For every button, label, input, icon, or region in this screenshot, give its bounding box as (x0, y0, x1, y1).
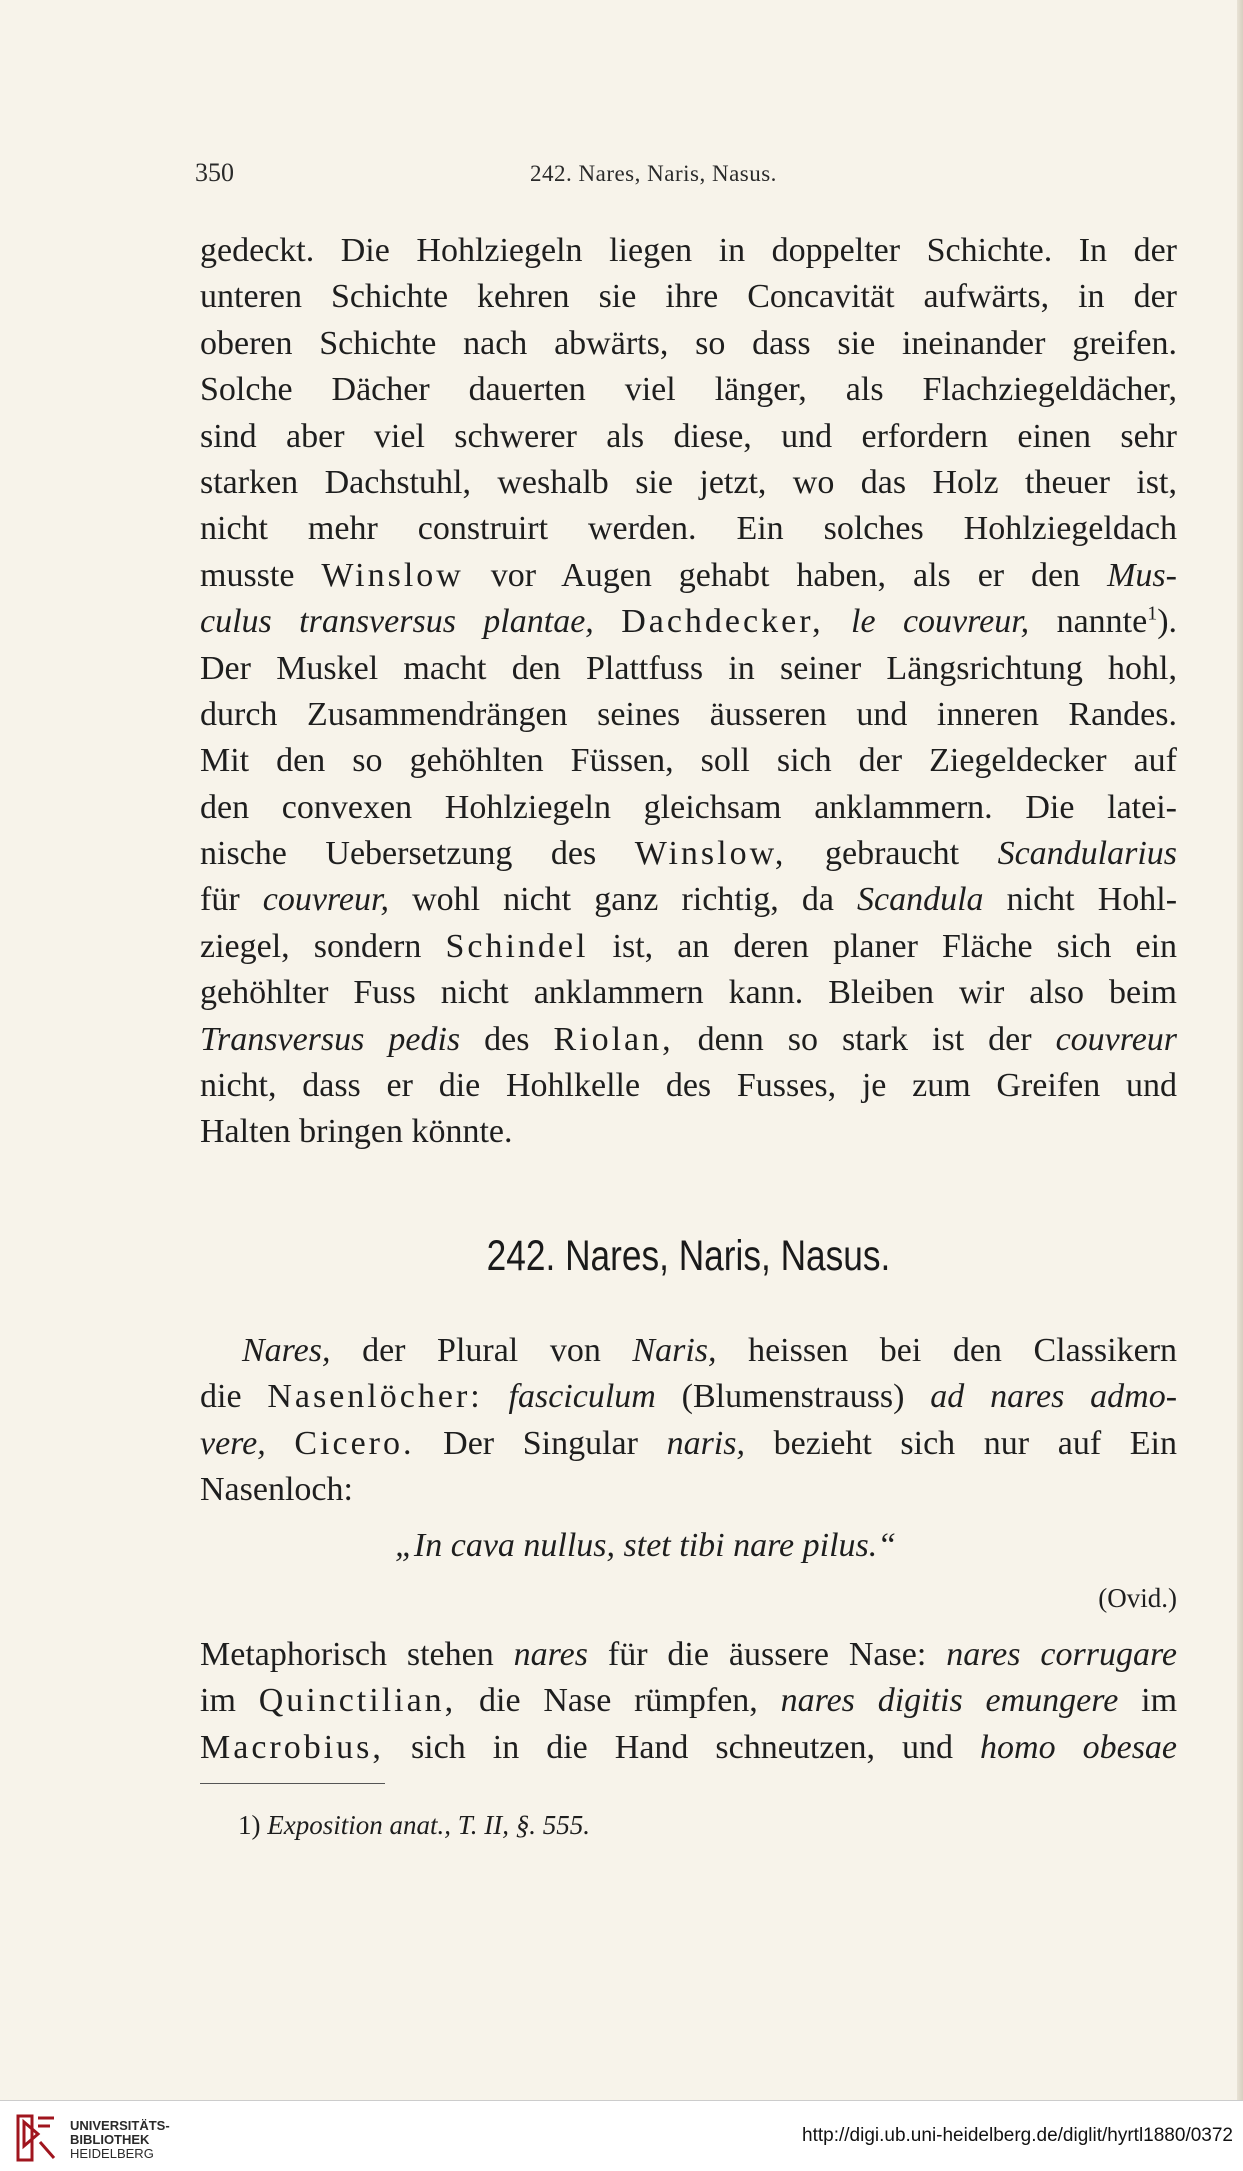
text-line: vere, Cicero. Der Singular naris, bezieht sich nur auf Ein (200, 1424, 1178, 1462)
text-line: musste Winslow vor Augen gehabt haben, als er den Mus- (200, 556, 1177, 594)
text-line: oberen Schichte nach abwärts, so dass sie ineinander greifen. (200, 324, 1177, 362)
spaced-name: Cicero. (294, 1424, 415, 1462)
text-line: ziegel, sondern Schindel ist, an deren planer Fläche sich ein (200, 927, 1178, 965)
text-line: nicht, dass er die Hohlkelle des Fusses, je zum Greifen und (200, 1067, 1177, 1105)
paragraph-nares (200, 1328, 1177, 1514)
text-line: Halten bringen könnte. (200, 1113, 513, 1151)
spaced-name: Riolan, (553, 1020, 674, 1058)
spaced-name: Dachdecker, (621, 603, 824, 641)
running-head-title: 242. Nares, Naris, Nasus. (530, 161, 777, 186)
section-heading: 242. Nares, Naris, Nasus. (486, 1232, 891, 1280)
text-line: die Nasenlöcher: fasciculum (Blumenstrauss) ad nares admo- (200, 1378, 1178, 1416)
spaced-name: Winslow, (634, 835, 787, 873)
spaced-name: Schindel (445, 927, 589, 965)
text-line: gedeckt. Die Hohlziegeln liegen in doppelter Schichte. In der (200, 232, 1177, 269)
text-line: Der Muskel macht den Plattfuss in seiner Längsrichtung hohl, (200, 649, 1177, 687)
ovid-quote: „In cava nullus, stet tibi nare pilus.“ (395, 1527, 897, 1564)
text-line: sind aber viel schwerer als diese, und erfordern einen sehr (200, 417, 1177, 455)
text-line: Metaphorisch stehen nares für die äussere Nase: nares corrugare (200, 1636, 1178, 1673)
text-line: nische Uebersetzung des Winslow, gebraucht Scandularius (200, 835, 1178, 873)
text-line: durch Zusammendrängen seines äusseren und inneren Randes. (200, 695, 1177, 733)
page-edge (1237, 0, 1243, 2100)
footnote-text: Exposition anat., T. II, §. 555. (267, 1810, 590, 1840)
text-line: nicht mehr construirt werden. Ein solches Hohlziegeldach (200, 510, 1177, 548)
footnote (238, 1805, 1038, 1845)
spaced-name: Nasenlöcher: (267, 1378, 483, 1416)
text-line: gehöhlter Fuss nicht anklammern kann. Bleiben wir also beim (200, 974, 1177, 1012)
text-line: unteren Schichte kehren sie ihre Concavität aufwärts, in der (200, 278, 1177, 316)
spaced-name: Winslow (321, 556, 464, 594)
text-line: Transversus pedis des Riolan, denn so stark ist der couvreur (200, 1020, 1178, 1058)
paragraph-metaphorisch (200, 1632, 1177, 1771)
text-line: für couvreur, wohl nicht ganz richtig, da Scandula nicht Hohl- (200, 881, 1178, 919)
paragraph-roof-tiles (200, 228, 1177, 1156)
library-name: UNIVERSITÄTS- BIBLIOTHEK HEIDELBERG (70, 2118, 170, 2161)
text-line: den convexen Hohlziegeln gleichsam anklammern. Die latei- (200, 788, 1177, 826)
source-url-link[interactable]: http://digi.ub.uni-heidelberg.de/diglit/hyrtl1880/0372 (802, 2125, 1233, 2146)
spaced-name: Macrobius, (200, 1728, 384, 1766)
page-number: 350 (195, 158, 234, 187)
text-line: Nasenloch: (200, 1471, 353, 1509)
spaced-name: Quinctilian, (258, 1682, 457, 1720)
university-library-logo-icon (12, 2112, 60, 2164)
text-line: starken Dachstuhl, weshalb sie jetzt, wo das Holz theuer ist, (200, 463, 1177, 501)
text-line: im Quinctilian, die Nase rümpfen, nares digitis emungere im (200, 1682, 1178, 1720)
text-line: Macrobius, sich in die Hand schneutzen, und homo obesae (200, 1728, 1178, 1766)
text-line: culus transversus plantae, Dachdecker, le couvreur, nannte$^1$). (200, 602, 1178, 641)
text-line: Mit den so gehöhlten Füssen, soll sich der Ziegeldecker auf (200, 742, 1177, 780)
text-line: Solche Dächer dauerten viel länger, als Flachziegeldächer, (200, 371, 1177, 409)
footnote-ref: 1 (1147, 602, 1158, 625)
footnote-divider (200, 1783, 385, 1784)
text-line: Nares, der Plural von Naris, heissen bei den Classikern (242, 1332, 1178, 1369)
quote-source: (Ovid.) (1098, 1583, 1177, 1613)
footnote-marker: 1) (238, 1810, 261, 1840)
running-head (195, 158, 1185, 198)
